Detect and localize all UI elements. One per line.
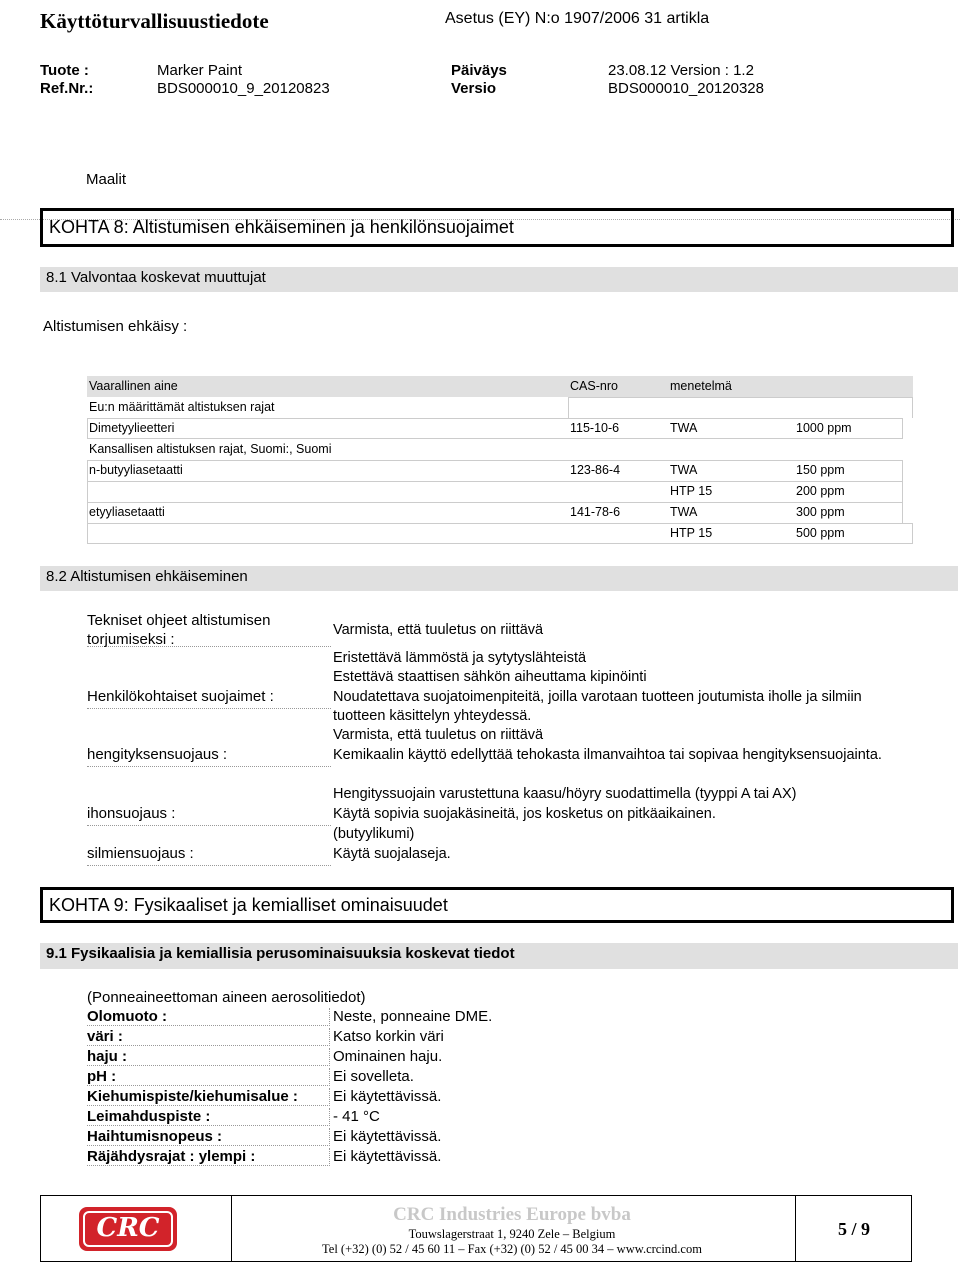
section-9-1-header: 9.1 Fysikaalisia ja kemiallisia perusominaisuuksia koskevat tiedot (40, 943, 958, 969)
prop-value: Ei sovelleta. (333, 1068, 414, 1085)
skin-line-1: Käytä sopivia suojakäsineitä, jos kosketus on pitkäaikainen. (333, 806, 716, 822)
prop-label: Kiehumispiste/kiehumisalue : (87, 1088, 330, 1106)
version-value: BDS000010_20120328 (608, 80, 764, 97)
table-row (87, 418, 903, 439)
cas-cell: 123-86-4 (570, 463, 621, 477)
prop-value: Ominainen haju. (333, 1048, 443, 1065)
logo-text: CRC (96, 1213, 160, 1243)
technical-line-1: Varmista, että tuuletus on riittävä (333, 622, 544, 638)
value-cell: 200 ppm (796, 484, 845, 498)
version-label: Versio (451, 80, 497, 97)
respiratory-line-1: Kemikaalin käyttö edellyttää tehokasta ilmanvaihtoa tai sopivaa hengityksensuojainta. (333, 747, 882, 763)
section-8-header: KOHTA 8: Altistumisen ehkäiseminen ja henkilönsuojaimet (40, 208, 954, 247)
ref-label: Ref.Nr.: (40, 80, 94, 97)
table-header-row (87, 376, 913, 397)
method-cell: TWA (670, 505, 698, 519)
substance-cell: etyyliasetaatti (89, 505, 165, 519)
document-title: Käyttöturvallisuustiedote (40, 9, 269, 33)
logo-cell (41, 1196, 232, 1261)
personal-line-1: Noudatettava suojatoimenpiteitä, joilla varotaan tuotteen joutumista iholle ja silmiin tuotteen käsittelyn yhteydessä. (333, 689, 862, 724)
prop-value: Ei käytettävissä. (333, 1088, 442, 1105)
prop-label: pH : (87, 1068, 330, 1086)
table-row (87, 460, 903, 481)
cas-cell: 141-78-6 (570, 505, 621, 519)
regulation-reference: Asetus (EY) N:o 1907/2006 31 artikla (445, 10, 710, 27)
technical-line-3: Estettävä staattisen sähkön aiheuttama kipinöinti (333, 669, 647, 685)
cas-cell: 115-10-6 (570, 421, 620, 435)
prop-value: - 41 °C (333, 1108, 380, 1125)
method-cell: HTP 15 (670, 526, 713, 540)
method-cell: TWA (670, 421, 698, 435)
prop-value: Ei käytettävissä. (333, 1128, 442, 1145)
table-row (87, 481, 903, 502)
national-group-row (87, 439, 913, 460)
section-8-1-header: 8.1 Valvontaa koskevat muuttujat (40, 267, 958, 292)
technical-controls-label: Tekniset ohjeet altistumisen torjumiseksi : (87, 611, 331, 647)
table-row (87, 523, 913, 544)
company-name: CRC Industries Europe bvba (393, 1204, 631, 1225)
respiratory-label: hengityksensuojaus : (87, 746, 331, 767)
company-address: Touwslagerstraat 1, 9240 Zele – Belgium (408, 1227, 616, 1241)
technical-line-2: Eristettävä lämmöstä ja sytytyslähteistä (333, 650, 587, 666)
national-group-label: Kansallisen altistuksen rajat, Suomi:, Suomi (89, 442, 332, 456)
exposure-label: Altistumisen ehkäisy : (43, 318, 188, 335)
ref-value: BDS000010_9_20120823 (157, 80, 330, 97)
page-number-cell (795, 1196, 912, 1261)
substance-cell: n-butyyliasetaatti (89, 463, 183, 477)
prop-value: Ei käytettävissä. (333, 1148, 442, 1165)
prop-label: Räjähdysrajat : ylempi : (87, 1148, 330, 1166)
method-cell: HTP 15 (670, 484, 713, 498)
company-contact: Tel (+32) (0) 52 / 45 60 11 – Fax (+32) (0) 52 / 45 00 34 – www.crcind.com (322, 1242, 702, 1256)
prop-value: Katso korkin väri (333, 1028, 444, 1045)
table-row (87, 502, 903, 523)
personal-line-2: Varmista, että tuuletus on riittävä (333, 727, 544, 743)
crc-logo (79, 1207, 177, 1251)
prop-label: väri : (87, 1028, 330, 1046)
eu-group-label: Eu:n määrittämät altistuksen rajat (89, 400, 275, 414)
value-cell: 300 ppm (796, 505, 845, 519)
eye-line-1: Käytä suojalaseja. (333, 846, 451, 862)
prop-label: Olomuoto : (87, 1008, 330, 1026)
date-value: 23.08.12 Version : 1.2 (608, 62, 754, 79)
value-cell: 1000 ppm (796, 421, 852, 435)
product-label: Tuote : (40, 62, 89, 79)
exposure-limits-table (87, 376, 913, 546)
skin-line-2: (butyylikumi) (333, 826, 415, 842)
header-cas: CAS-nro (570, 379, 618, 393)
prop-label: Haihtumisnopeus : (87, 1128, 330, 1146)
substance-cell: Dimetyylieetteri (89, 421, 175, 435)
product-value: Marker Paint (157, 62, 243, 79)
prop-label: haju : (87, 1048, 330, 1066)
aerosol-note: (Ponneaineettoman aineen aerosolitiedot) (87, 989, 366, 1006)
method-cell: TWA (670, 463, 698, 477)
header-method: menetelmä (670, 379, 732, 393)
date-label: Päiväys (451, 62, 507, 79)
prop-value: Neste, ponneaine DME. (333, 1008, 493, 1025)
value-cell: 500 ppm (796, 526, 845, 540)
eu-group-row (87, 397, 913, 418)
page-number: 5 / 9 (837, 1219, 870, 1239)
section-9-header: KOHTA 9: Fysikaaliset ja kemialliset ominaisuudet (40, 887, 954, 923)
prop-label: Leimahduspiste : (87, 1108, 330, 1126)
header-substance: Vaarallinen aine (89, 379, 178, 393)
respiratory-line-2: Hengityssuojain varustettuna kaasu/höyry suodattimella (tyyppi A tai AX) (333, 786, 797, 802)
page-footer (40, 1195, 912, 1262)
section-8-2-header: 8.2 Altistumisen ehkäiseminen (40, 566, 958, 591)
product-category: Maalit (86, 171, 127, 188)
value-cell: 150 ppm (796, 463, 845, 477)
skin-protection-label: ihonsuojaus : (87, 805, 331, 826)
personal-protection-label: Henkilökohtaiset suojaimet : (87, 688, 331, 709)
eye-protection-label: silmiensuojaus : (87, 845, 331, 866)
